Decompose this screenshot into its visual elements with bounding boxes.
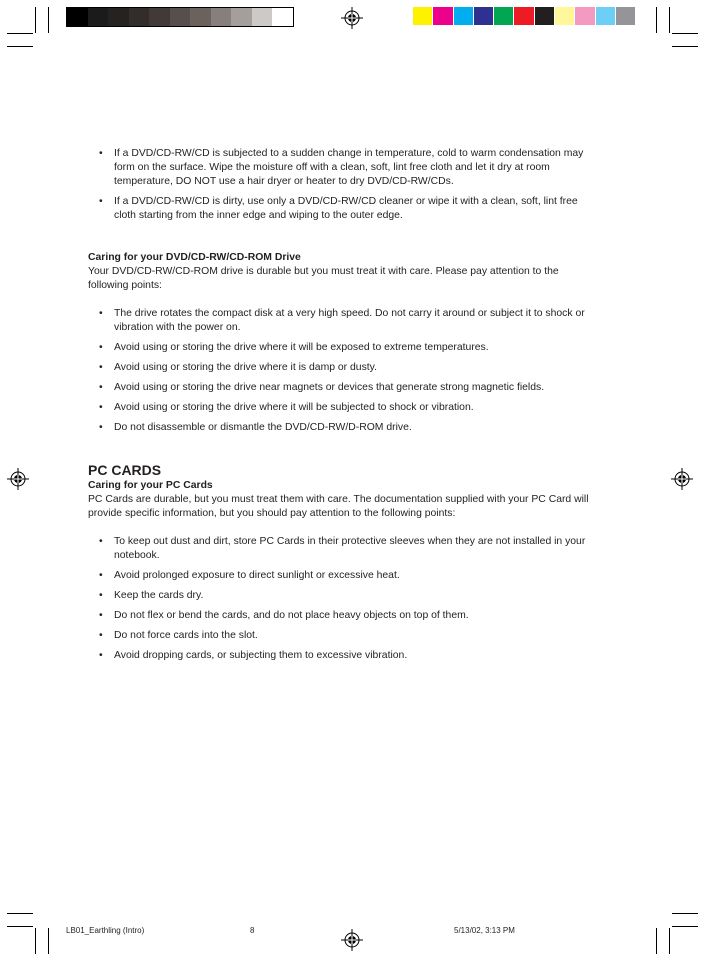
registration-mark-icon (341, 929, 363, 951)
pc-cards-subheading: Caring for your PC Cards (88, 480, 213, 491)
gray-swatch (67, 8, 88, 26)
footer-page-number: 8 (250, 926, 255, 935)
color-swatch (535, 7, 554, 25)
registration-mark-icon (341, 7, 363, 29)
gray-swatch (190, 8, 211, 26)
grayscale-calibration-bar (66, 7, 294, 27)
list-item: • Avoid dropping cards, or subjecting them to excessive vibration. (88, 649, 596, 663)
footer-filename: LB01_Earthling (Intro) (66, 926, 145, 935)
registration-mark-icon (671, 468, 693, 490)
list-item: • Do not flex or bend the cards, and do not place heavy objects on top of them. (88, 609, 596, 623)
gray-swatch (129, 8, 150, 26)
color-swatch (514, 7, 533, 25)
list-item: • To keep out dust and dirt, store PC Cards in their protective sleeves when they are not installed in your notebook. (88, 535, 596, 563)
list-item: • If a DVD/CD-RW/CD is dirty, use only a DVD/CD-RW/CD cleaner or wipe it with a clean, soft, lint free cloth starting from the inner edge and wiping to the outer edge. (88, 195, 596, 223)
pc-cards-intro: PC Cards are durable, but you must treat them with care. The documentation supplied with your PC Card will provide specific information, but you should pay attention to the following points: (88, 494, 589, 519)
color-swatch (413, 7, 432, 25)
color-swatch (454, 7, 473, 25)
drive-care-section (88, 251, 596, 441)
gray-swatch (88, 8, 109, 26)
registration-mark-icon (7, 468, 29, 490)
pc-cards-section (88, 462, 596, 669)
color-calibration-bar (413, 7, 636, 25)
list-item: • Avoid using or storing the drive where it will be subjected to shock or vibration. (88, 401, 596, 415)
gray-swatch (272, 8, 293, 26)
disc-care-list (88, 147, 596, 223)
list-item: • Avoid using or storing the drive near magnets or devices that generate strong magnetic fields. (88, 381, 596, 395)
color-swatch (555, 7, 574, 25)
gray-swatch (252, 8, 273, 26)
gray-swatch (170, 8, 191, 26)
list-item: • Avoid using or storing the drive where it will be exposed to extreme temperatures. (88, 341, 596, 355)
color-swatch (494, 7, 513, 25)
footer-datetime: 5/13/02, 3:13 PM (454, 926, 515, 935)
drive-care-subheading: Caring for your DVD/CD-RW/CD-ROM Drive (88, 252, 301, 263)
color-swatch (433, 7, 452, 25)
gray-swatch (108, 8, 129, 26)
list-item: • Avoid prolonged exposure to direct sunlight or excessive heat. (88, 569, 596, 583)
list-item: • If a DVD/CD-RW/CD is subjected to a sudden change in temperature, cold to warm condensation may form on the surface. Wipe the moisture off with a clean, soft, lint free cloth and let it dry at room temperature, DO NOT use a hair dryer or heater to dry DVD/CD-RW/CDs. (88, 147, 596, 189)
list-item: • Avoid using or storing the drive where it is damp or dusty. (88, 361, 596, 375)
gray-swatch (149, 8, 170, 26)
list-item: • The drive rotates the compact disk at a very high speed. Do not carry it around or subject it to shock or vibration with the power on. (88, 307, 596, 335)
drive-care-list (88, 307, 596, 435)
disc-care-block (88, 147, 596, 229)
gray-swatch (211, 8, 232, 26)
list-item: • Keep the cards dry. (88, 589, 596, 603)
section-heading: PC CARDS (88, 462, 162, 478)
list-item: • Do not disassemble or dismantle the DVD/CD-RW/D-ROM drive. (88, 421, 596, 435)
drive-care-intro: Your DVD/CD-RW/CD-ROM drive is durable but you must treat it with care. Please pay attention to the following points: (88, 266, 559, 291)
color-swatch (575, 7, 594, 25)
color-swatch (616, 7, 635, 25)
color-swatch (596, 7, 615, 25)
list-item: • Do not force cards into the slot. (88, 629, 596, 643)
color-swatch (474, 7, 493, 25)
gray-swatch (231, 8, 252, 26)
pc-cards-list (88, 535, 596, 663)
